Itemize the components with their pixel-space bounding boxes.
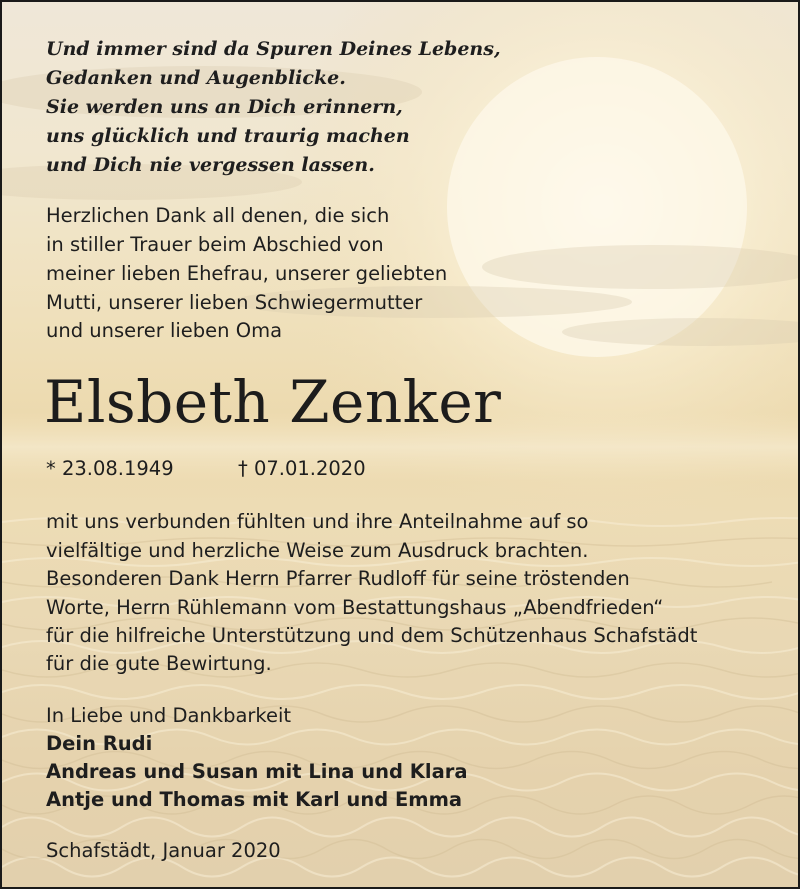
poem-line: und Dich nie vergessen lassen. (46, 154, 375, 176)
place-date: Schafstädt, Januar 2020 (46, 839, 281, 862)
poem-line: Sie werden uns an Dich erinnern, (46, 96, 403, 118)
thanks-intro-line: in stiller Trauer beim Abschied von (46, 233, 384, 256)
deceased-name: Elsbeth Zenker (44, 368, 502, 436)
poem-line: Gedanken und Augenblicke. (46, 67, 346, 89)
notice-text (2, 2, 798, 887)
poem-line: uns glücklich und traurig machen (46, 125, 410, 147)
signer: Antje und Thomas mit Karl und Emma (46, 788, 463, 811)
poem-line: Und immer sind da Spuren Deines Lebens, (46, 38, 501, 60)
signer: Andreas und Susan mit Lina und Klara (46, 760, 468, 783)
thanks-body-line: für die gute Bewirtung. (46, 652, 272, 675)
thanks-intro-line: meiner lieben Ehefrau, unserer geliebten (46, 262, 448, 285)
signer: Dein Rudi (46, 732, 153, 755)
thanks-body-line: mit uns verbunden fühlten und ihre Anteilnahme auf so (46, 510, 589, 533)
death-date: † 07.01.2020 (238, 457, 366, 480)
thanks-body-line: vielfältige und herzliche Weise zum Ausdruck brachten. (46, 539, 589, 562)
thanks-intro-line: Herzlichen Dank all denen, die sich (46, 204, 390, 227)
thanks-body-line: Besonderen Dank Herrn Pfarrer Rudloff für seine tröstenden (46, 567, 630, 590)
thanks-body-line: Worte, Herrn Rühlemann vom Bestattungshaus „Abendfrieden“ (46, 596, 664, 619)
thanks-intro-line: Mutti, unserer lieben Schwiegermutter (46, 291, 423, 314)
birth-date: * 23.08.1949 (46, 457, 174, 480)
thanks-intro-line: und unserer lieben Oma (46, 319, 283, 342)
closing-line: In Liebe und Dankbarkeit (46, 704, 292, 727)
thanks-body-line: für die hilfreiche Unterstützung und dem Schützenhaus Schafstädt (46, 624, 698, 647)
